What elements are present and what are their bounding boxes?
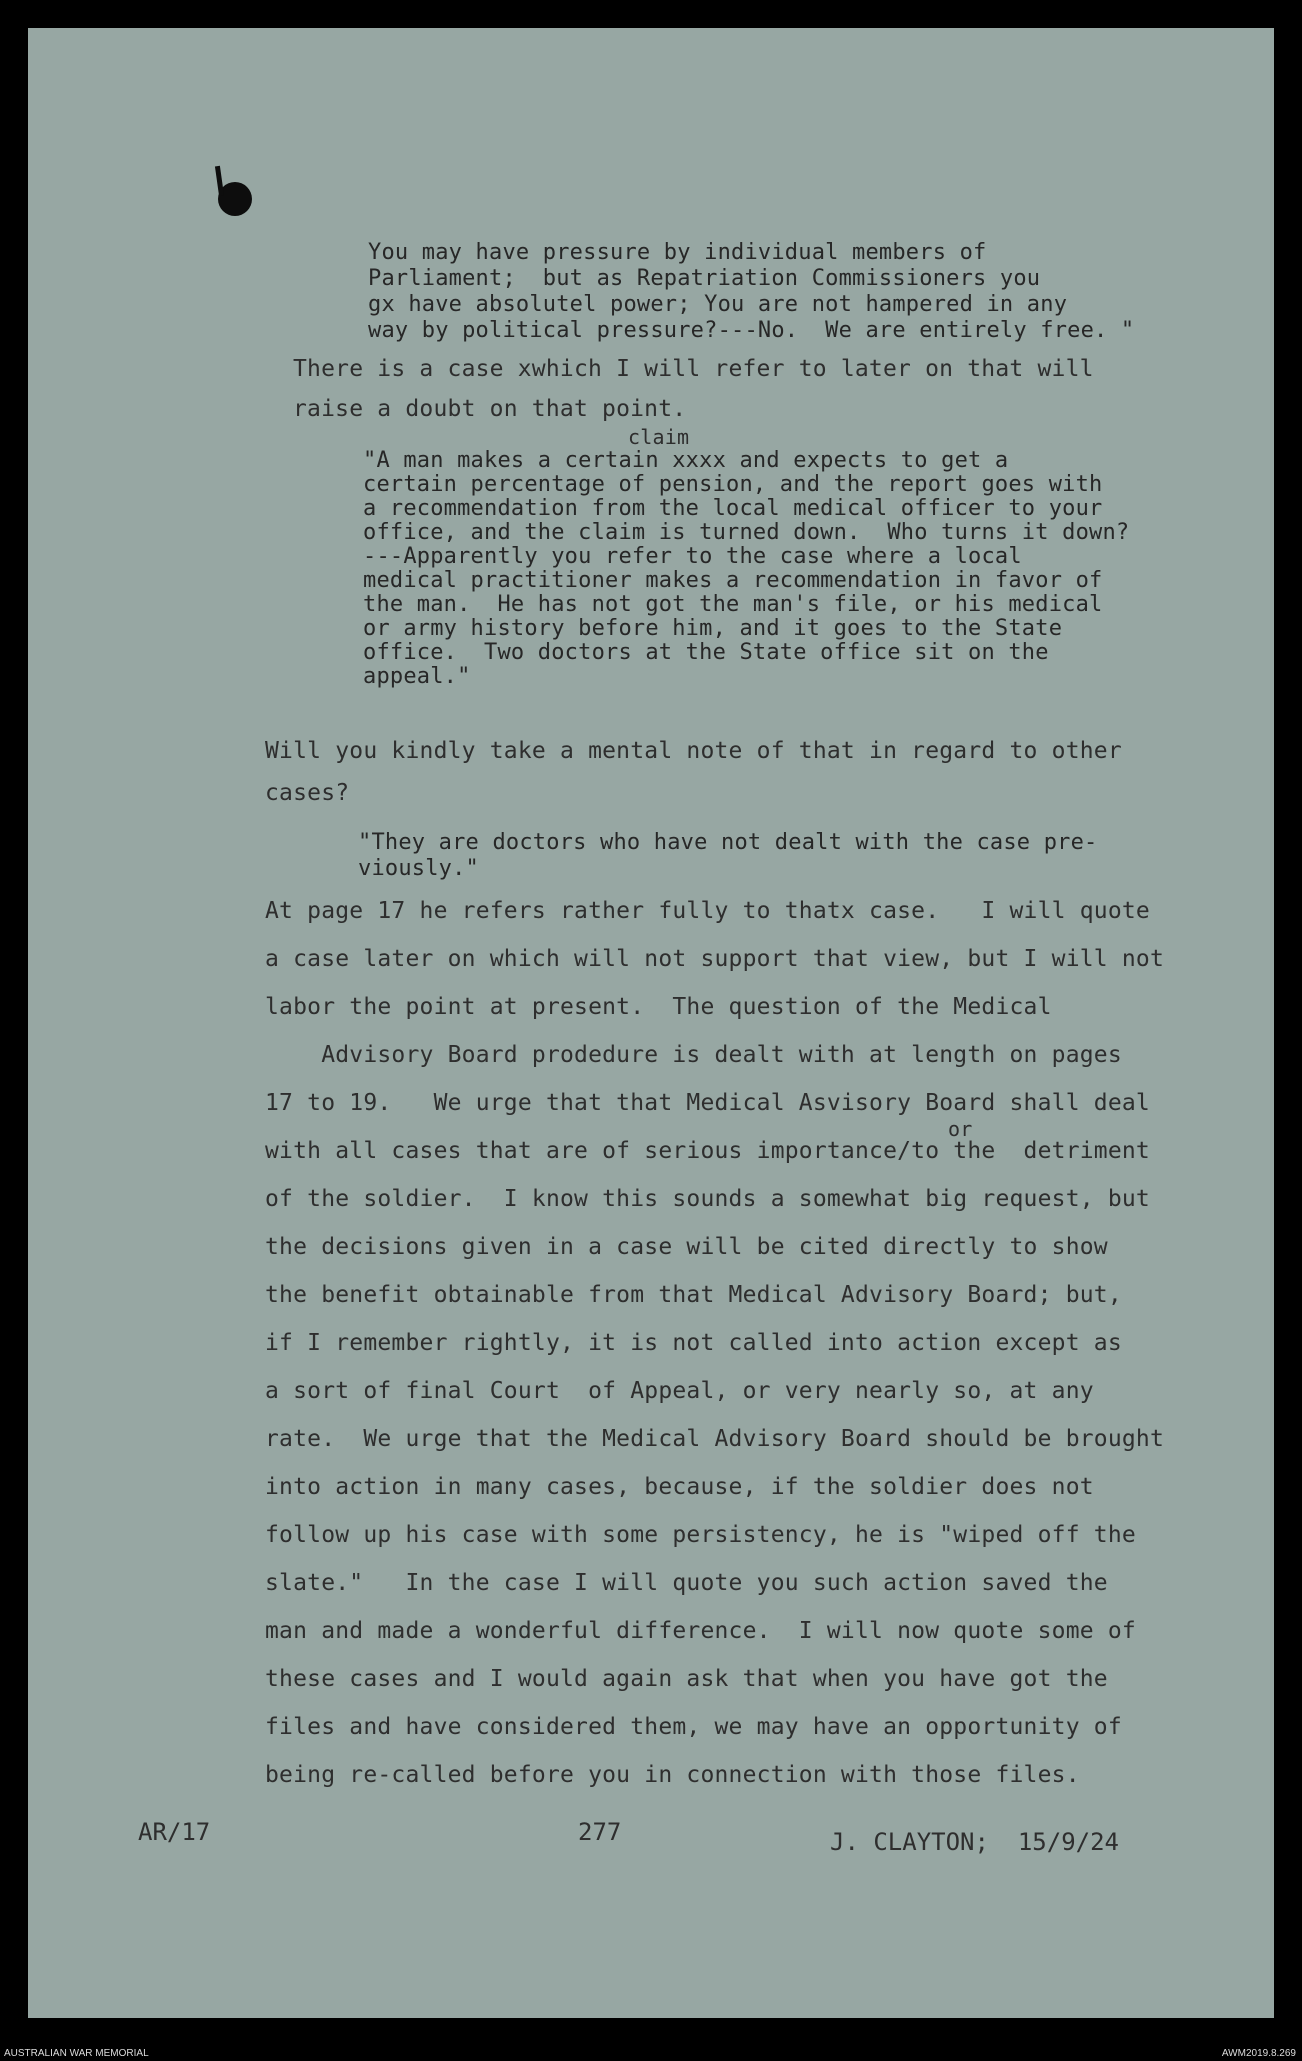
body-line: the decisions given in a case will be cited directly to show [265,1234,1108,1260]
footer-reference: AR/17 [138,1818,211,1846]
body-line: these cases and I would again ask that when you have got the [265,1666,1108,1692]
document-page [28,28,1274,2018]
handwritten-insert: claim [628,425,690,449]
quote-line: medical practitioner makes a recommendation in favor of [363,568,1103,593]
body-line: the benefit obtainable from that Medical Advisory Board; but, [265,1282,1122,1308]
quote-line: the man. He has not got the man's file, or his medical [363,592,1103,617]
quote-line: ---Apparently you refer to the case where a local [363,544,1022,569]
body-line: raise a doubt on that point. [293,396,687,422]
body-line: with all cases that are of serious importance/to the detriment [265,1138,1150,1164]
body-line: into action in many cases, because, if the soldier does not [265,1474,1094,1500]
archive-caption-bar [0,2046,1302,2061]
handwritten-insert: or [948,1117,973,1141]
body-line: labor the point at present. The question of the Medical [265,994,1052,1020]
body-line: At page 17 he refers rather fully to thatx case. I will quote [265,898,1150,924]
quote-line: viously." [358,856,480,881]
body-line: There is a case xwhich I will refer to later on that will [293,356,1094,382]
body-line: a sort of final Court of Appeal, or very nearly so, at any [265,1378,1094,1404]
body-line: if I remember rightly, it is not called into action except as [265,1330,1122,1356]
quote-line: office. Two doctors at the State office sit on the [363,640,1049,665]
body-line: man and made a wonderful difference. I will now quote some of [265,1618,1136,1644]
body-line: follow up his case with some persistency, he is "wiped off the [265,1522,1136,1548]
body-line: Advisory Board prodedure is dealt with at length on pages [265,1042,1122,1068]
body-line: of the soldier. I know this sounds a somewhat big request, but [265,1186,1150,1212]
body-line: being re-called before you in connection with those files. [265,1762,1080,1788]
archive-id: AWM2019.8.269 [1221,2048,1296,2059]
quote-line: way by political pressure?---No. We are entirely free. " [368,318,1135,343]
quote-line: appeal." [363,664,471,689]
quote-line: office, and the claim is turned down. Who turns it down? [363,520,1130,545]
quote-line: gx have absolutel power; You are not hampered in any [368,292,1068,317]
quote-line: Parliament; but as Repatriation Commissioners you [368,266,1041,291]
archive-name: AUSTRALIAN WAR MEMORIAL [4,2048,149,2059]
punch-hole-mark [218,182,252,216]
quote-line: "They are doctors who have not dealt with the case pre- [358,830,1098,855]
quote-line: a recommendation from the local medical officer to your [363,496,1103,521]
page-number: 277 [578,1818,622,1846]
body-line: files and have considered them, we may have an opportunity of [265,1714,1122,1740]
body-line: slate." In the case I will quote you such action saved the [265,1570,1108,1596]
footer-speaker-date: J. CLAYTON; 15/9/24 [830,1828,1119,1856]
quote-line: or army history before him, and it goes to the State [363,616,1063,641]
body-line: rate. We urge that the Medical Advisory Board should be brought [265,1426,1165,1452]
quote-line: "A man makes a certain xxxx and expects to get a [363,448,1009,473]
body-line: a case later on which will not support that view, but I will not [265,946,1165,972]
quote-line: certain percentage of pension, and the report goes with [363,472,1103,497]
body-line: Will you kindly take a mental note of that in regard to other [265,738,1122,764]
quote-line: You may have pressure by individual members of [368,240,987,265]
punch-hole-tear [215,166,224,196]
body-line: cases? [265,780,350,806]
body-line: 17 to 19. We urge that that Medical Asvisory Board shall deal [265,1090,1150,1116]
